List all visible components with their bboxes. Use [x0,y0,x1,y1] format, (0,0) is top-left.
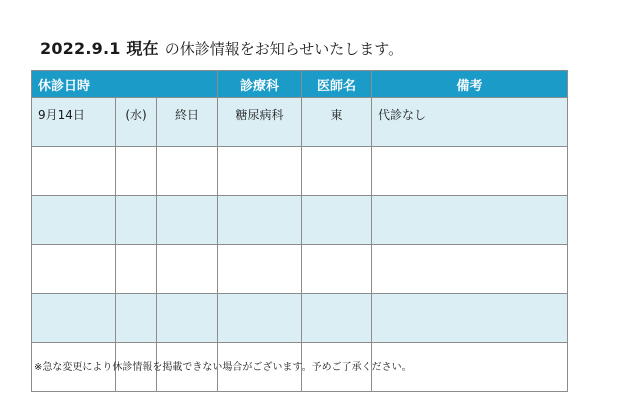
cell-date [32,147,116,196]
cell-remarks: 代診なし [372,98,568,147]
cell-time [157,245,218,294]
cell-time: 終日 [157,98,218,147]
header-closure-datetime: 休診日時 [32,71,218,98]
cell-doctor [302,196,372,245]
cell-department [218,147,302,196]
table-row [32,245,568,294]
cell-date [32,245,116,294]
cell-date [32,294,116,343]
table-row [32,196,568,245]
cell-department [218,245,302,294]
cell-time [157,294,218,343]
cell-doctor: 東 [302,98,372,147]
cell-department [218,294,302,343]
footnote: ※急な変更により休診情報を掲載できない場合がございます。予めご了承ください。 [34,362,412,373]
cell-date: 9月14日 [32,98,116,147]
cell-remarks [372,245,568,294]
table-row [32,294,568,343]
cell-time [157,147,218,196]
table-header-row [32,71,568,98]
header-department: 診療科 [218,71,302,98]
title-date: 2022.9.1 現在 [40,39,159,58]
cell-remarks [372,196,568,245]
cell-doctor [302,147,372,196]
cell-doctor [302,294,372,343]
page-title [40,38,403,60]
cell-doctor [302,245,372,294]
header-doctor: 医師名 [302,71,372,98]
cell-weekday: (水) [116,98,157,147]
cell-department: 糖尿病科 [218,98,302,147]
cell-weekday [116,245,157,294]
cell-remarks [372,294,568,343]
cell-remarks [372,147,568,196]
closure-schedule-table [31,70,568,392]
header-remarks: 備考 [372,71,568,98]
cell-department [218,196,302,245]
cell-weekday [116,294,157,343]
title-text: の休診情報をお知らせいたします。 [164,40,404,58]
cell-weekday [116,147,157,196]
table-row [32,98,568,147]
cell-date [32,196,116,245]
table-row [32,147,568,196]
cell-weekday [116,196,157,245]
cell-time [157,196,218,245]
